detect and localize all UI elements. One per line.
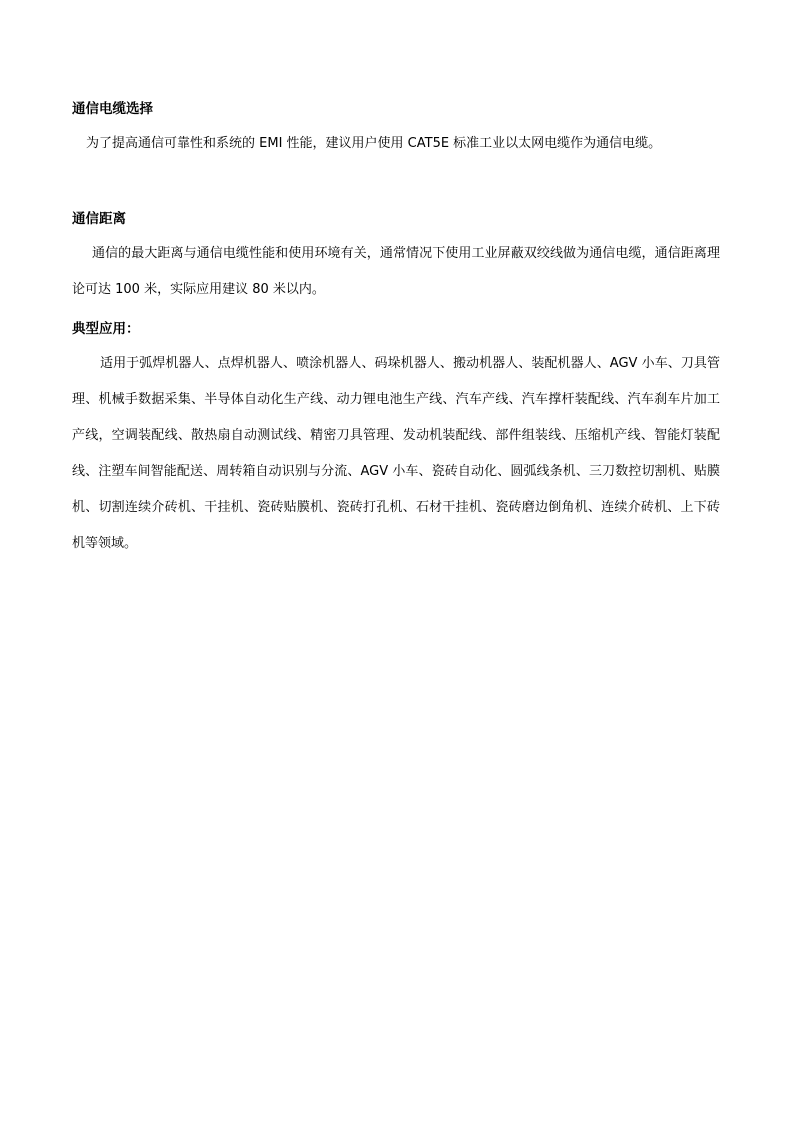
- section-body-cable-selection: 为了提高通信可靠性和系统的 EMI 性能，建议用户使用 CAT5E 标准工业以太网电缆作为通信电缆。: [86, 136, 662, 151]
- section-body-typical-applications: 适用于弧焊机器人、点焊机器人、喷涂机器人、码垛机器人、搬动机器人、装配机器人、AGV 小车、刀具管理、机械手数据采集、半导体自动化生产线、动力锂电池生产线、汽车产线、汽车撑杆装配线、汽车刹车片加工产线，空调装配线、散热扇自动测试线、精密刀具管理、发动机装配线、部件组装线、压缩机产线、智能灯装配线、注塑车间智能配送、周转箱自动识别与分流、AGV 小车、瓷砖自动化、圆弧线条机、三刀数控切割机、贴膜机、切割连续介砖机、干挂机、瓷砖贴膜机、瓷砖打孔机、石材干挂机、瓷砖磨边倒角机、连续介砖机、上下砖机等领域。: [72, 356, 720, 551]
- section-heading-cable-selection: 通信电缆选择: [72, 101, 153, 117]
- section-body-communication-distance: 通信的最大距离与通信电缆性能和使用环境有关，通常情况下使用工业屏蔽双绞线做为通信电缆，通信距离理论可达 100 米，实际应用建议 80 米以内。: [72, 246, 720, 297]
- section-heading-typical-applications: 典型应用：: [72, 321, 140, 337]
- section-heading-communication-distance: 通信距离: [72, 211, 126, 227]
